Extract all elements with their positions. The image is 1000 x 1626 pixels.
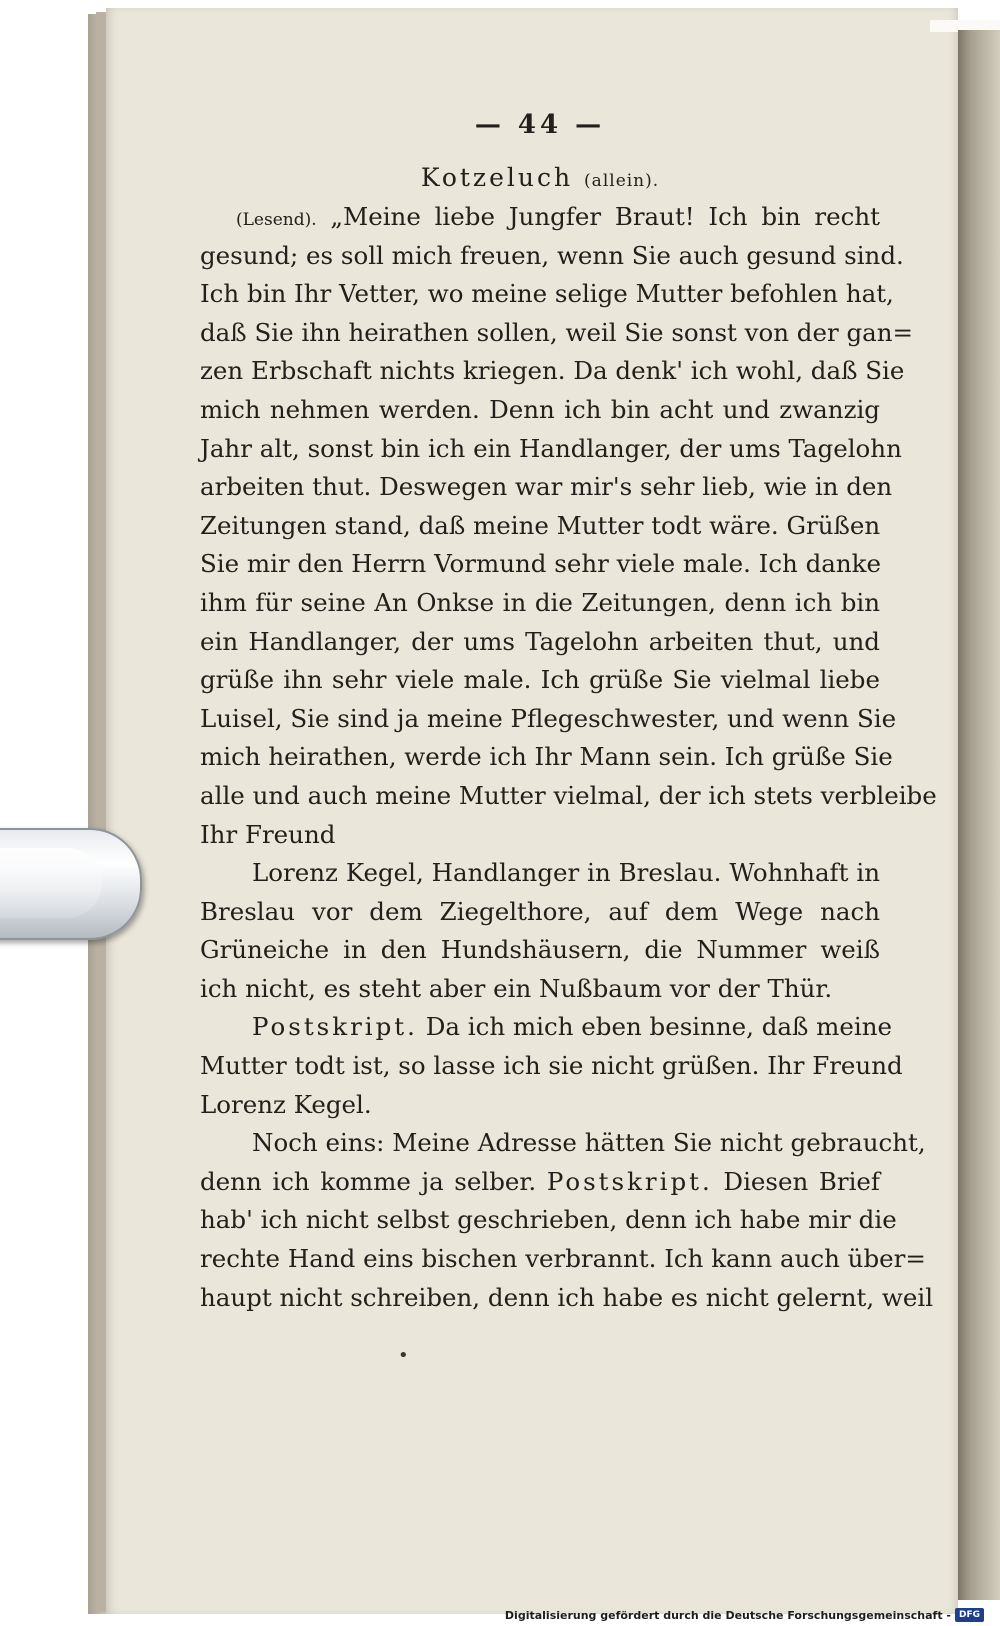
- letter-line: grüße ihn sehr viele male. Ich grüße Sie vielmal liebe: [200, 665, 880, 695]
- dfg-logo-icon: DFG: [955, 1608, 984, 1622]
- addendum-line: [200, 1163, 880, 1202]
- letter-line: Ich bin Ihr Vetter, wo meine selige Mutter befohlen hat,: [200, 279, 894, 309]
- postscript-text: Diesen Brief: [723, 1166, 880, 1196]
- addendum-line: Noch eins: Meine Adresse hätten Sie nicht gebraucht,: [252, 1128, 926, 1158]
- postscript-line: Mutter todt ist, so lasse ich sie nicht grüßen. Ihr Freund: [200, 1051, 903, 1081]
- page-holder-clip-highlight: [0, 848, 102, 918]
- postscript-line: rechte Hand eins bischen verbrannt. Ich kann auch über=: [200, 1244, 926, 1274]
- letter-line: ein Handlanger, der ums Tagelohn arbeiten thut, und: [200, 626, 880, 656]
- letter-line: Zeitungen stand, daß meine Mutter todt wäre. Grüßen: [200, 510, 881, 540]
- letter-line: mich nehmen werden. Denn ich bin acht und zwanzig: [200, 394, 880, 424]
- letter-line: mich heirathen, werde ich Ihr Mann sein. Ich grüße Sie: [200, 742, 893, 772]
- postscript-line: Lorenz Kegel.: [200, 1089, 372, 1119]
- stage-direction: (allein).: [584, 171, 660, 191]
- letter-line: Ihr Freund: [200, 819, 336, 849]
- page-text: [200, 108, 937, 1317]
- print-mark: •: [398, 1345, 409, 1366]
- footer-text: Digitalisierung gefördert durch die Deutsche Forschungsgemeinschaft -: [504, 1608, 951, 1622]
- addendum-text: denn ich komme ja selber.: [200, 1166, 537, 1196]
- postscript-label: Postskript.: [252, 1012, 418, 1042]
- letter-line: daß Sie ihn heirathen sollen, weil Sie sonst von der gan=: [200, 317, 914, 347]
- signature-line: Grüneiche in den Hundshäusern, die Nummer weiß: [200, 935, 880, 965]
- letter-line: Sie mir den Herrn Vormund sehr viele male. Ich danke: [200, 549, 882, 579]
- letter-line: Jahr alt, sonst bin ich ein Handlanger, der ums Tagelohn: [200, 433, 902, 463]
- signature-line: ich nicht, es steht aber ein Nußbaum vor der Thür.: [200, 973, 833, 1003]
- postscript-text: Da ich mich eben besinne, daß meine: [425, 1012, 893, 1042]
- letter-line: ihm für seine An Onkse in die Zeitungen, denn ich bin: [200, 587, 880, 617]
- postscript-line: haupt nicht schreiben, denn ich habe es nicht gelernt, weil: [200, 1282, 934, 1312]
- page-stack-edge: [958, 30, 1000, 1600]
- letter-line: gesund; es soll mich freuen, wenn Sie auch gesund sind.: [200, 240, 904, 270]
- signature-line: Lorenz Kegel, Handlanger in Breslau. Wohnhaft in: [252, 858, 880, 888]
- page-number: — 44 —: [474, 110, 606, 140]
- postscript-label: Postskript.: [546, 1166, 713, 1196]
- reading-direction: (Lesend).: [236, 210, 317, 230]
- letter-line: arbeiten thut. Deswegen war mir's sehr lieb, wie in den: [200, 472, 893, 502]
- postscript-line: hab' ich nicht selbst geschrieben, denn ich habe mir die: [200, 1205, 897, 1235]
- digitization-footer: [505, 1606, 984, 1624]
- letter-line: Luisel, Sie sind ja meine Pflegeschwester, und wenn Sie: [200, 703, 897, 733]
- letter-line: [200, 198, 880, 237]
- postscript-line: [200, 1008, 893, 1047]
- signature-line: Breslau vor dem Ziegelthore, auf dem Wege nach: [200, 896, 880, 926]
- page-holder-clip: [0, 828, 142, 940]
- letter-line-text: „Meine liebe Jungfer Braut! Ich bin recht: [330, 202, 880, 231]
- speaker-heading: [200, 158, 880, 198]
- letter-line: zen Erbschaft nichts kriegen. Da denk' ich wohl, daß Sie: [200, 356, 905, 386]
- letter-line: alle und auch meine Mutter vielmal, der ich stets verbleibe: [200, 780, 937, 810]
- speaker-name: Kotzeluch: [420, 163, 574, 192]
